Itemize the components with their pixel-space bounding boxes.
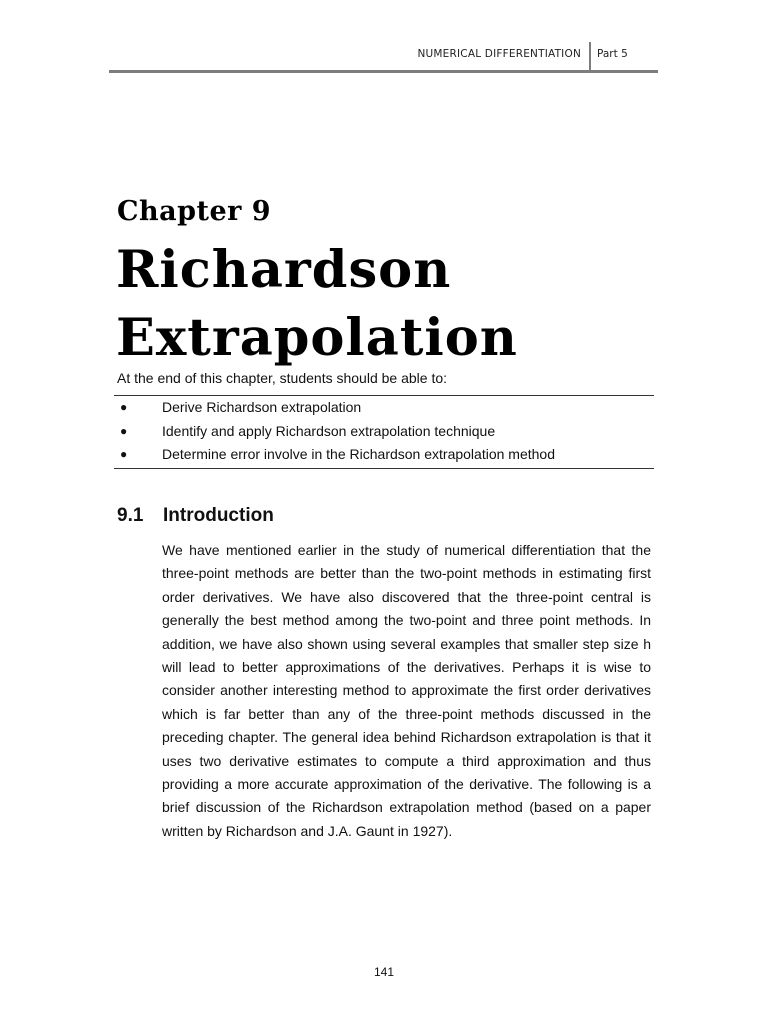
objectives-intro: At the end of this chapter, students should be able to: — [117, 370, 448, 386]
header-separator — [589, 42, 591, 72]
chapter-label: Chapter 9 — [117, 196, 272, 227]
section-title: Introduction — [163, 505, 274, 526]
section-heading — [117, 505, 274, 527]
objective-item — [114, 420, 654, 444]
chapter-title-line-2: Extrapolation — [116, 308, 518, 368]
objective-item — [114, 396, 654, 420]
chapter-title — [116, 236, 676, 372]
header-rule — [109, 70, 658, 73]
objective-text: Determine error involve in the Richardson extrapolation method — [162, 446, 555, 462]
chapter-title-line-1: Richardson — [116, 240, 452, 300]
running-header-part: Part 5 — [597, 48, 628, 60]
objective-text: Derive Richardson extrapolation — [162, 399, 362, 415]
bullet-icon: ● — [120, 423, 128, 438]
objective-text: Identify and apply Richardson extrapolation technique — [162, 422, 496, 439]
introduction-paragraph: We have mentioned earlier in the study of numerical differentiation that the three-point methods are better than the two-point methods in estimating first order derivatives. We have also discovered that the three-point central is generally the best method among the two-point and three point methods. In addition, we have also shown using several examples that smaller step size h will lead to better approximations of the derivatives. Perhaps it is wise to consider another interesting method to approximate the first order derivatives which is far better than any of the three-point methods discussed in the preceding chapter. The general idea behind Richardson extrapolation is that it uses two derivative estimates to compute a third approximation and thus providing a more accurate approximation of the derivative. The following is a brief discussion of the Richardson extrapolation method (based on a paper written by Richardson and J.A. Gaunt in 1927). — [162, 542, 651, 839]
bullet-icon: ● — [120, 400, 128, 414]
bullet-icon: ● — [120, 447, 128, 461]
page-number: 141 — [373, 965, 395, 979]
page-header — [109, 42, 658, 72]
section-number: 9.1 — [117, 505, 144, 526]
objectives-list — [114, 396, 654, 467]
running-header-title: NUMERICAL DIFFERENTIATION — [417, 48, 581, 60]
objectives-rule-bottom — [114, 468, 654, 469]
objective-item — [114, 443, 654, 467]
